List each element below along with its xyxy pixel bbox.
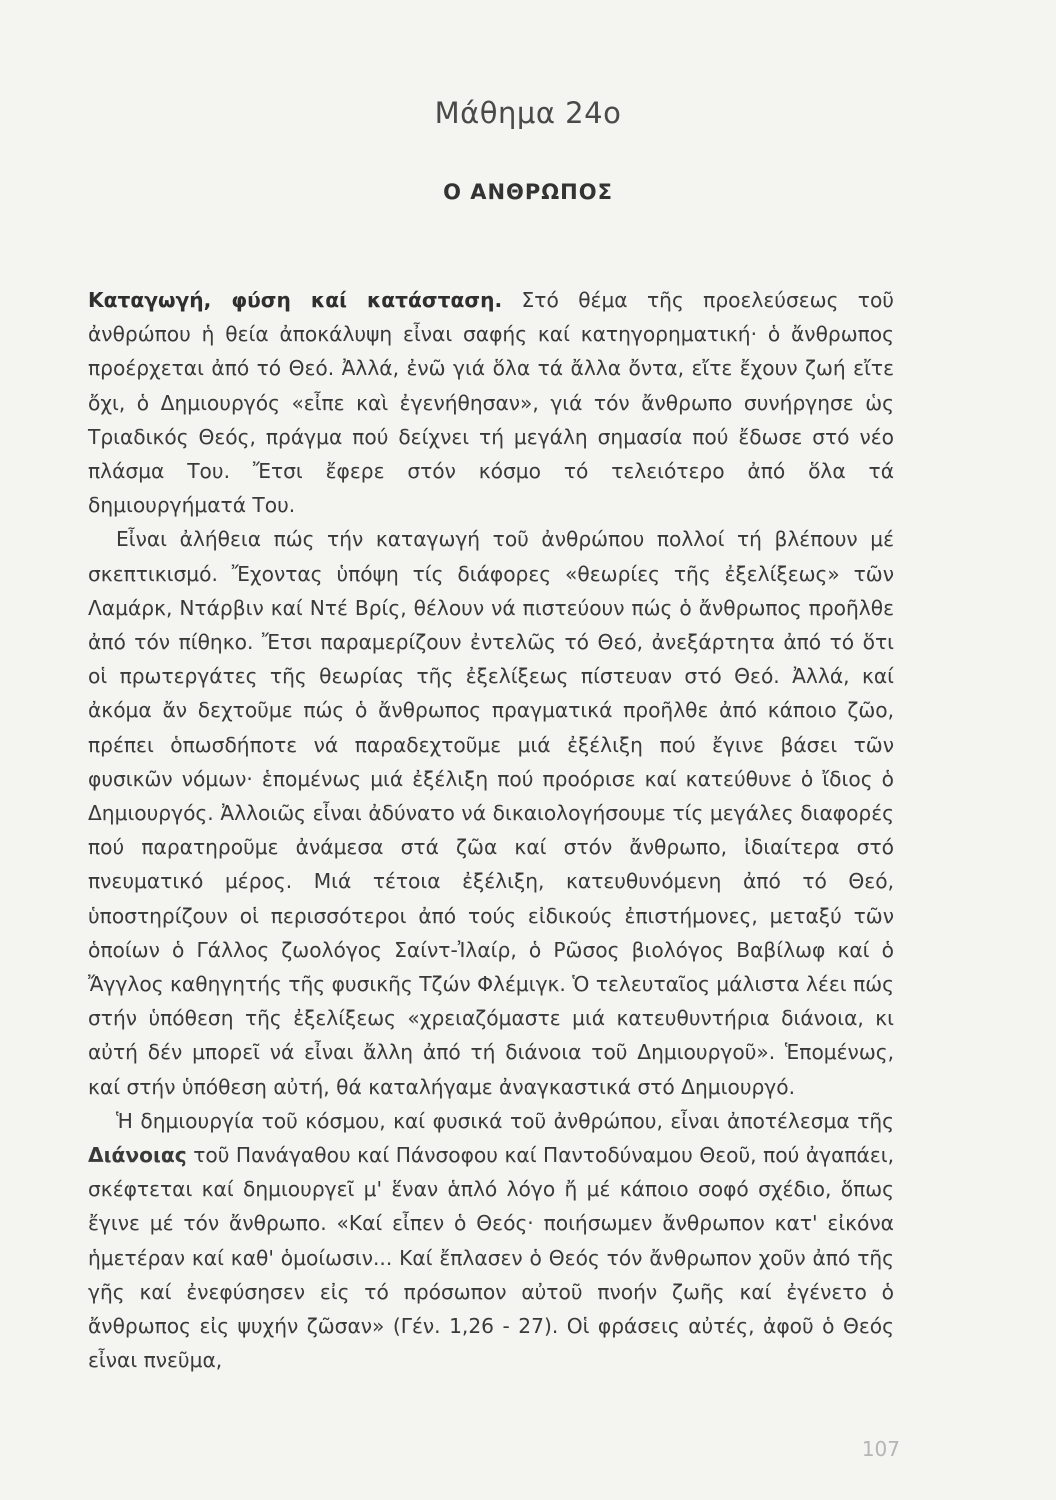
section-lead: Καταγωγή, φύση καί κατάσταση. [88, 288, 503, 312]
lesson-heading: Μάθημα 24ο [434, 96, 622, 130]
emphasis-dianoia: Διάνοιας [88, 1143, 187, 1168]
paragraph-evolution: Εἶναι ἀλήθεια πώς τήν καταγωγή τοῦ ἀνθρώπου πολλοί τή βλέπουν μέ σκεπτικισμό. Ἔχοντας ὑπόψη τίς διάφορες «θεωρίες τῆς ἐξελίξεως» τῶν Λαμάρκ, Ντάρβιν καί Ντέ Βρίς, θέλουν νά πιστεύουν πώς ὁ ἄνθρωπος προῆλθε ἀπό τόν πίθηκο. Ἔτσι παραμερίζουν ἐντελῶς τό Θεό, ἀνεξάρτητα ἀπό τό ὅτι οἱ πρωτεργάτες τῆς θεωρίας τῆς ἐξελίξεως πίστευαν στό Θεό. Ἀλλά, καί ἀκόμα ἄν δεχτοῦμε πώς ὁ ἄνθρωπος πραγματικά προῆλθε ἀπό κάποιο ζῶο, πρέπει ὁπωσδήποτε νά παραδεχτοῦμε μιά ἐξέλιξη πού ἔγινε βάσει τῶν φυσικῶν νόμων· ἑπομένως μιά ἐξέλιξη πού προόρισε καί κατεύθυνε ὁ ἴδιος ὁ Δημιουργός. Ἀλλοιῶς εἶναι ἀδύνατο νά δικαιολογήσουμε τίς μεγάλες διαφορές πού παρατηροῦμε ἀνάμεσα στά ζῶα καί στόν ἄνθρωπο, ἰδιαίτερα στό πνευματικό μέρος. Μιά τέτοια ἐξέλιξη, κατευθυνόμενη ἀπό τό Θεό, ὑποστηρίζουν οἱ περισσότεροι ἀπό τούς εἰδικούς ἐπιστήμονες, μεταξύ τῶν ὁποίων ὁ Γάλλος ζωολόγος Σαίντ-Ἰλαίρ, ὁ Ρῶσος βιολόγος Βαβίλωφ καί ὁ Ἄγγλος καθηγητής τῆς φυσικῆς Τζών Φλέμιγκ. Ὁ τελευταῖος μάλιστα λέει πώς στήν ὑπόθεση τῆς ἐξελίξεως «χρειαζόμαστε μιά κατευθυντήρια διάνοια, κι αὐτή δέν μπορεῖ νά εἶναι ἄλλη ἀπό τή διάνοια τοῦ Δημιουργοῦ». Ἑπομένως, καί στήν ὑπόθεση αὐτή, θά καταλήγαμε ἀναγκαστικά στό Δημιουργό. [88, 527, 894, 1099]
paragraph-origin [88, 283, 894, 522]
paragraph-creation [88, 1104, 894, 1378]
body-text [88, 283, 894, 1378]
chapter-title: Ο ΑΝΘΡΩΠΟΣ [443, 180, 613, 204]
paragraph-origin-text: Στό θέμα τῆς προελεύσεως τοῦ ἀνθρώπου ἡ θεία ἀποκάλυψη εἶναι σαφής καί κατηγορηματική· ὁ ἄνθρωπος προέρχεται ἀπό τό Θεό. Ἀλλά, ἐνῶ γιά ὅλα τά ἄλλα ὄντα, εἴτε ἔχουν ζωή εἴτε ὄχι, ὁ Δημιουργός «εἶπε καὶ ἐγενήθησαν», γιά τόν ἄνθρωπο συνήργησε ὡς Τριαδικός Θεός, πράγμα πού δείχνει τή μεγάλη σημασία πού ἔδωσε στό νέο πλάσμα Του. Ἔτσι ἔφερε στόν κόσμο τό τελειότερο ἀπό ὅλα τά δημιουργήματά Του. [88, 288, 894, 518]
page-number: 107 [861, 1437, 900, 1461]
paragraph-creation-start: Ἡ δημιουργία τοῦ κόσμου, καί φυσικά τοῦ ἀνθρώπου, εἶναι ἀποτέλεσμα τῆς [116, 1108, 894, 1133]
paragraph-creation-end: τοῦ Πανάγαθου καί Πάνσοφου καί Παντοδύναμου Θεοῦ, πού ἀγαπάει, σκέφτεται καί δημιουργεῖ μ' ἕναν ἁπλό λόγο ἤ μέ κάποιο σοφό σχέδιο, ὅπως ἔγινε μέ τόν ἄνθρωπο. «Καί εἶπεν ὁ Θεός· ποιήσωμεν ἄνθρωπον κατ' εἰκόνα ἡμετέραν καί καθ' ὁμοίωσιν... Καί ἔπλασεν ὁ Θεός τόν ἄνθρωπον χοῦν ἀπό τῆς γῆς καί ἐνεφύσησεν εἰς τό πρόσωπον αὐτοῦ πνοήν ζωῆς καί ἐγένετο ὁ ἄνθρωπος εἰς ψυχήν ζῶσαν» (Γέν. 1,26 - 27). Οἱ φράσεις αὐτές, ἀφοῦ ὁ Θεός εἶναι πνεῦμα, [88, 1143, 894, 1373]
